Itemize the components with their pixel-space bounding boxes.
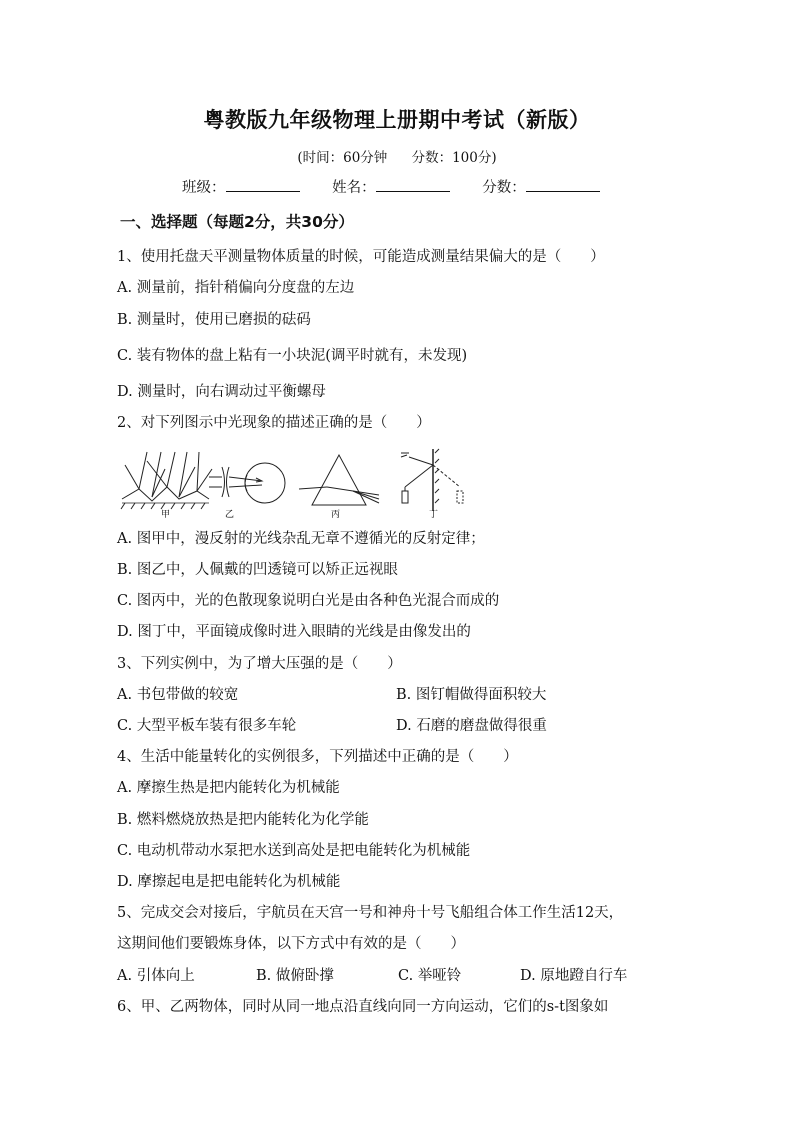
figure-label-jia: 甲 [161, 510, 171, 519]
question-4-option-d: D. 摩擦起电是把电能转化为机械能 [117, 874, 341, 890]
question-5-option-c: C. 举哑铃 [398, 968, 462, 984]
name-field [332, 176, 450, 197]
question-3-option-a: A. 书包带做的较宽 [117, 687, 239, 703]
question-3-option-d: D. 石磨的磨盘做得很重 [396, 718, 547, 734]
class-field [182, 176, 300, 197]
optics-figure [117, 447, 477, 519]
figure-yi-eye-lens [209, 463, 285, 503]
score-blank [526, 177, 600, 192]
name-blank [376, 177, 450, 192]
exam-subinfo [0, 146, 794, 166]
question-1-option-a: A. 测量前，指针稍偏向分度盘的左边 [117, 280, 355, 296]
question-2-option-c: C. 图丙中，光的色散现象说明白光是由各种色光混合而成的 [117, 593, 500, 609]
question-2-option-b: B. 图乙中，人佩戴的凹透镜可以矫正远视眼 [117, 562, 398, 578]
question-5-option-b: B. 做俯卧撑 [256, 968, 334, 984]
section-heading: 一、选择题（每题2分，共30分） [120, 213, 354, 231]
question-4-option-c: C. 电动机带动水泵把水送到高处是把电能转化为机械能 [117, 843, 471, 859]
question-1-option-d: D. 测量时，向右调动过平衡螺母 [117, 384, 326, 400]
exam-title: 粤教版九年级物理上册期中考试（新版） [203, 108, 591, 132]
score-label: 分数： [482, 180, 526, 196]
question-3-option-c: C. 大型平板车装有很多车轮 [117, 718, 297, 734]
question-4-option-b: B. 燃料燃烧放热是把内能转化为化学能 [117, 812, 369, 828]
score-field [482, 176, 600, 197]
exam-total-score: 分数：100分) [411, 150, 497, 166]
figure-label-bing: 丙 [331, 510, 341, 519]
question-3-option-b: B. 图钉帽做得面积较大 [396, 687, 547, 703]
class-blank [226, 177, 300, 192]
figure-jia-diffuse-reflection [121, 452, 212, 509]
question-6-stem: 6、甲、乙两物体，同时从同一地点沿直线向同一方向运动，它们的s-t图象如 [117, 999, 609, 1015]
question-1-option-c: C. 装有物体的盘上粘有一小块泥(调平时就有，未发现) [117, 348, 468, 364]
question-5-stem-line-1: 5、完成交会对接后，宇航员在天宫一号和神舟十号飞船组合体工作生活12天， [117, 905, 624, 921]
figure-label-ding: 丁 [429, 510, 439, 519]
question-2-option-a: A. 图甲中，漫反射的光线杂乱无章不遵循光的反射定律； [117, 531, 485, 547]
question-5-stem-line-2: 这期间他们要锻炼身体，以下方式中有效的是（ ） [117, 936, 465, 952]
student-info-fields [182, 176, 628, 197]
class-label: 班级： [182, 180, 226, 196]
name-label: 姓名： [332, 180, 376, 196]
question-4-stem: 4、生活中能量转化的实例很多，下列描述中正确的是（ ） [117, 749, 518, 765]
question-2-stem: 2、对下列图示中光现象的描述正确的是（ ） [117, 415, 431, 431]
question-2-option-d: D. 图丁中，平面镜成像时进入眼睛的光线是由像发出的 [117, 624, 471, 640]
question-3-stem: 3、下列实例中，为了增大压强的是（ ） [117, 656, 402, 672]
question-1-option-b: B. 测量时，使用已磨损的砝码 [117, 312, 311, 328]
question-5-option-d: D. 原地蹬自行车 [520, 968, 628, 984]
figure-bing-prism [299, 455, 379, 505]
question-4-option-a: A. 摩擦生热是把内能转化为机械能 [117, 780, 340, 796]
figure-ding-plane-mirror [401, 449, 463, 511]
figure-label-yi: 乙 [225, 510, 235, 519]
question-1-stem: 1、使用托盘天平测量物体质量的时候，可能造成测量结果偏大的是（ ） [117, 249, 605, 265]
question-5-option-a: A. 引体向上 [117, 968, 195, 984]
exam-time: (时间：60分钟 [297, 150, 388, 166]
